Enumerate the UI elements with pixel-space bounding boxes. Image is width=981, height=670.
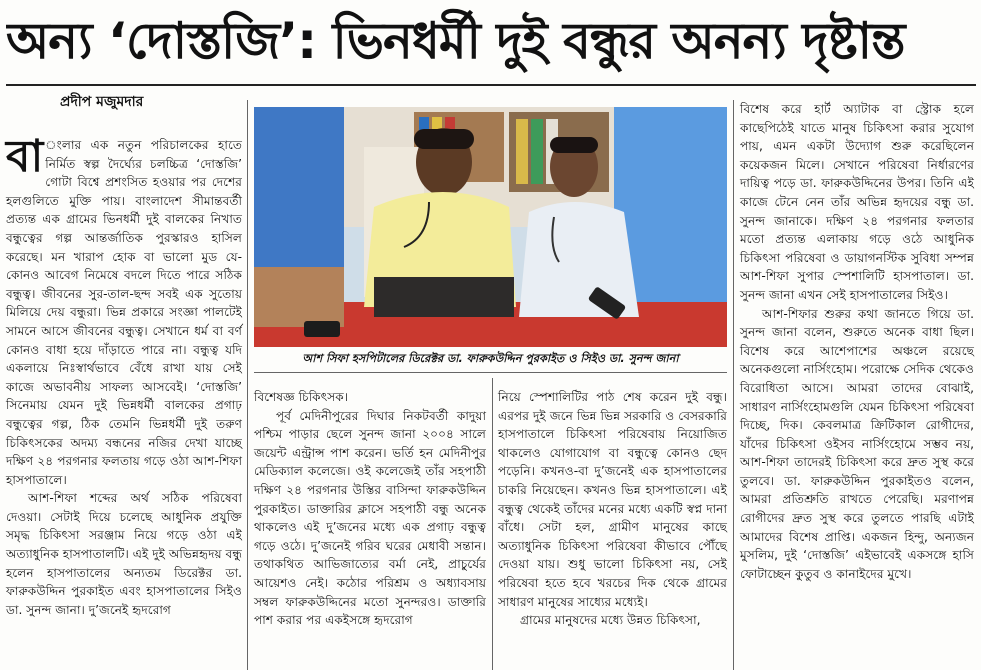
col4-paragraph-2: আশ-শিফার শুরুর কথা জানতে গিয়ে ডা. সুনন্দ জানা বলেন, শুরুতে অনেক বাধা ছিল। বিশেষ করে আশেপাশের অঞ্চলে রয়েছে অনেকগুলো নার্সিংহোম। পরোক্ষে সেদিক থেকেও বিরোধিতা আসে। আমরা তাদের বোঝাই, সাধারণ নার্সিংহোমগুলি যেমন চিকিৎসা পরিষেবা দিচ্ছে, দিক। কেবলমাত্র ক্রিটিকাল রোগীদের, যাঁদের চিকিৎসা ওইসব নার্সিংহোমে সম্ভব নয়, আশ-শিফা তাদেরই চিকিৎসা করে দ্রুত সুস্থ করে তুলবে। ডা. ফারুকউদ্দিন পুরকাইতও বলেন, আমরা প্রতিশ্রুতি রাখতে পেরেছি। মরণাপন্ন রোগীদের দ্রুত সুস্থ করে তুলতে পারছি এটাই আমাদের বিশেষ প্রাপ্তি। একজন হিন্দু, অন্যজন মুসলিম, দুই ‘দোস্তজি’ এইভাবেই একসঙ্গে হাসি ফোটাচ্ছেন কুতুব ও কানাইদের মুখে। <box>740 306 974 581</box>
column-rule-1 <box>247 100 248 670</box>
photo-illustration <box>254 107 727 347</box>
column-2 <box>254 388 486 670</box>
caption-rule <box>254 372 727 373</box>
photo-caption: আশ সিফা হসপিটালের ডিরেক্টর ডা. ফারুকউদ্দিন পুরকাইত ও সিইও ডা. সুনন্দ জানা <box>302 352 679 365</box>
col3-paragraph-2: গ্রামের মানুষদের মধ্যে উন্নত চিকিৎসা, <box>520 613 701 628</box>
column-1 <box>6 131 242 670</box>
col2-paragraph-2: পূর্ব মেদিনীপুরের দিঘার নিকটবর্তী কাদুয়া পশ্চিম পাড়ার ছেলে সুনন্দ জানা ২০০৪ সালে জয়েন্ট এন্ট্রান্স পাশ করেন। ভর্তি হন মেদিনীপুর মেডিক্যাল কলেজে। ওই কলেজেই তাঁর সহপাঠী দক্ষিণ ২৪ পরগনার উস্তির বাসিন্দা ফারুকউদ্দিন পুরকাইত। ডাক্তারির ক্লাসে সহপাঠী বন্ধু অনেক থাকলেও এই দু’জনের মধ্যে এক প্রগাঢ় বন্ধুত্ব গড়ে ওঠে। দু’জনেই গরিব ঘরের মেধাবী সন্তান। তথাকথিত আভিজাত্যের বর্মা নেই, প্রাচুর্যের আয়েশও নেই। কঠোর পরিশ্রম ও অধ্যাবসায় সম্বল ফারুকউদ্দিনের মতো সুনন্দরও। ডাক্তারি পাশ করার পর একইসঙ্গে হৃদরোগ <box>254 408 486 628</box>
column-rule-2 <box>492 378 493 670</box>
byline: প্রদীপ মজুমদার <box>60 94 144 110</box>
col2-paragraph-1: বিশেষজ্ঞ চিকিৎসক। <box>254 390 349 404</box>
dropcap: বা <box>6 131 44 182</box>
col4-paragraph-1: বিশেষ করে হার্ট অ্যাটাক বা স্ট্রোক হলে কাছেপিঠেই যাতে মানুষ চিকিৎসা করার সুযোগ পায়, এমন একটা উদ্যোগ শুরু করেছিলেন কয়েকজন মিলে। সেখানে পরিষেবা নির্ধারণের দায়িত্ব পড়ে ডা. ফারুকউদ্দিনের উপর। তিনি এই কাজে টেনে নেন তাঁর অভিন্ন হৃদয়ের বন্ধু ডা. সুনন্দ জানাকে। দক্ষিণ ২৪ পরগনার ফলতার মতো প্রত্যন্ত এলাকায় গড়ে ওঠে আধুনিক চিকিৎসা পরিষেবা ও ডায়াগনস্টিক সুবিধা সম্পন্ন আশ-শিফা সুপার স্পেশালিটি হাসপাতাল। ডা. সুনন্দ জানা এখন সেই হাসপাতালের সিইও। <box>740 102 974 302</box>
column-3 <box>498 388 727 670</box>
headline: অন্য ‘দোস্তজি’: ভিনধর্মী দুই বন্ধুর অনন্য দৃষ্টান্ত <box>6 12 905 70</box>
col3-paragraph-1: নিয়ে স্পেশালিটির পাঠ শেষ করেন দুই বন্ধু। এরপর দুই জনে ভিন্ন ভিন্ন সরকারি ও বেসরকারি হাসপাতালে চিকিৎসা পরিষেবায় নিয়োজিত থাকলেও যোগাযোগ বা বন্ধুত্বে কোনও ছেদ পড়েনি। কখনও-বা দু’জনেই এক হাসপাতালের চাকরি নিয়েছেন। কখনও ভিন্ন হাসপাতালে। এই বন্ধুত্ব থেকেই তাঁদের মনের মধ্যে একটি স্বপ্ন দানা বাঁধে। সেটা হল, গ্রামীণ মানুষের কাছে অত্যাধুনিক চিকিৎসা পরিষেবা কীভাবে পৌঁছে দেওয়া যায়। শুধু ভালো চিকিৎসা নয়, সেই পরিষেবা হতে হবে খরচের দিক থেকে গ্রামের সাধারণ মানুষের সাধ্যের মধ্যেই। <box>498 390 727 609</box>
headline-rule <box>6 84 976 86</box>
col1-paragraph-2: আশ-শিফা শব্দের অর্থ সঠিক পরিষেবা দেওয়া। সেটাই দিয়ে চলেছে আধুনিক প্রযুক্তি সমৃদ্ধ চিকিৎসা সরঞ্জাম নিয়ে গড়ে ওঠা এই অত্যাধুনিক হাসপাতালটি। এই দুই অভিন্নহৃদয় বন্ধু হলেন হাসপাতালের অন্যতম ডিরেক্টর ডা. ফারুকউদ্দিন পুরকাইত এবং হাসপাতালের সিইও ডা. সুনন্দ জানা। দু’জনেই হৃদরোগ <box>6 491 242 617</box>
doctors-photo <box>254 107 727 347</box>
column-rule-3 <box>733 100 734 670</box>
col1-paragraph-1: ংলার এক নতুন পরিচালকের হাতে নির্মিত স্বল্প দৈর্ঘ্যের চলচ্চিত্র ‘দোস্তজি’ গোটা বিশ্বে প্রশংসিত হওয়ার পর দেশের হলগুলিতে মুক্তি পায়। বাংলাদেশ সীমান্তবর্তী প্রত্যন্ত এক গ্রামের ভিনধর্মী দুই বালকের নিখাত বন্ধুত্বের গল্প আন্তর্জাতিক পুরস্কারও হাসিল করেছে। মন খারাপ হোক বা ভালো মুড যে-কোনও আবেগ নিমেষে বদলে দিতে পারে সঠিক বন্ধুত্ব। জীবনের সুর-তাল-ছন্দ সবই এক সুতোয় মিলিয়ে দেয় বন্ধুরা। ভিন্ন প্রকারে সংজ্ঞা পালটেই সামনে আসে জীবনের বন্ধুত্ব। সেখানে ধর্ম বা বর্ণ কোনও বাধা হয়ে দাঁড়াতে পারে না। বন্ধুত্ব যদি একলায়ে নিঃস্বার্থভাবে বেঁধে রাখা যায় সেই কাজে অভাবনীয় সাফল্য আসবেই। ‘দোস্তজি’ সিনেমায় যেমন দুই ভিন্নধর্মী বালকের প্রগাঢ় বন্ধুত্বের গল্প, ঠিক তেমনি ভিন্নধর্মী দুই তরুণ চিকিৎসকের অদম্য বন্ধনের নজির দেখা যাচ্ছে দক্ষিণ ২৪ পরগনার ফলতায় গড়ে ওঠা আশ-শিফা হাসপাতালে। <box>6 138 242 487</box>
column-4 <box>740 100 974 670</box>
